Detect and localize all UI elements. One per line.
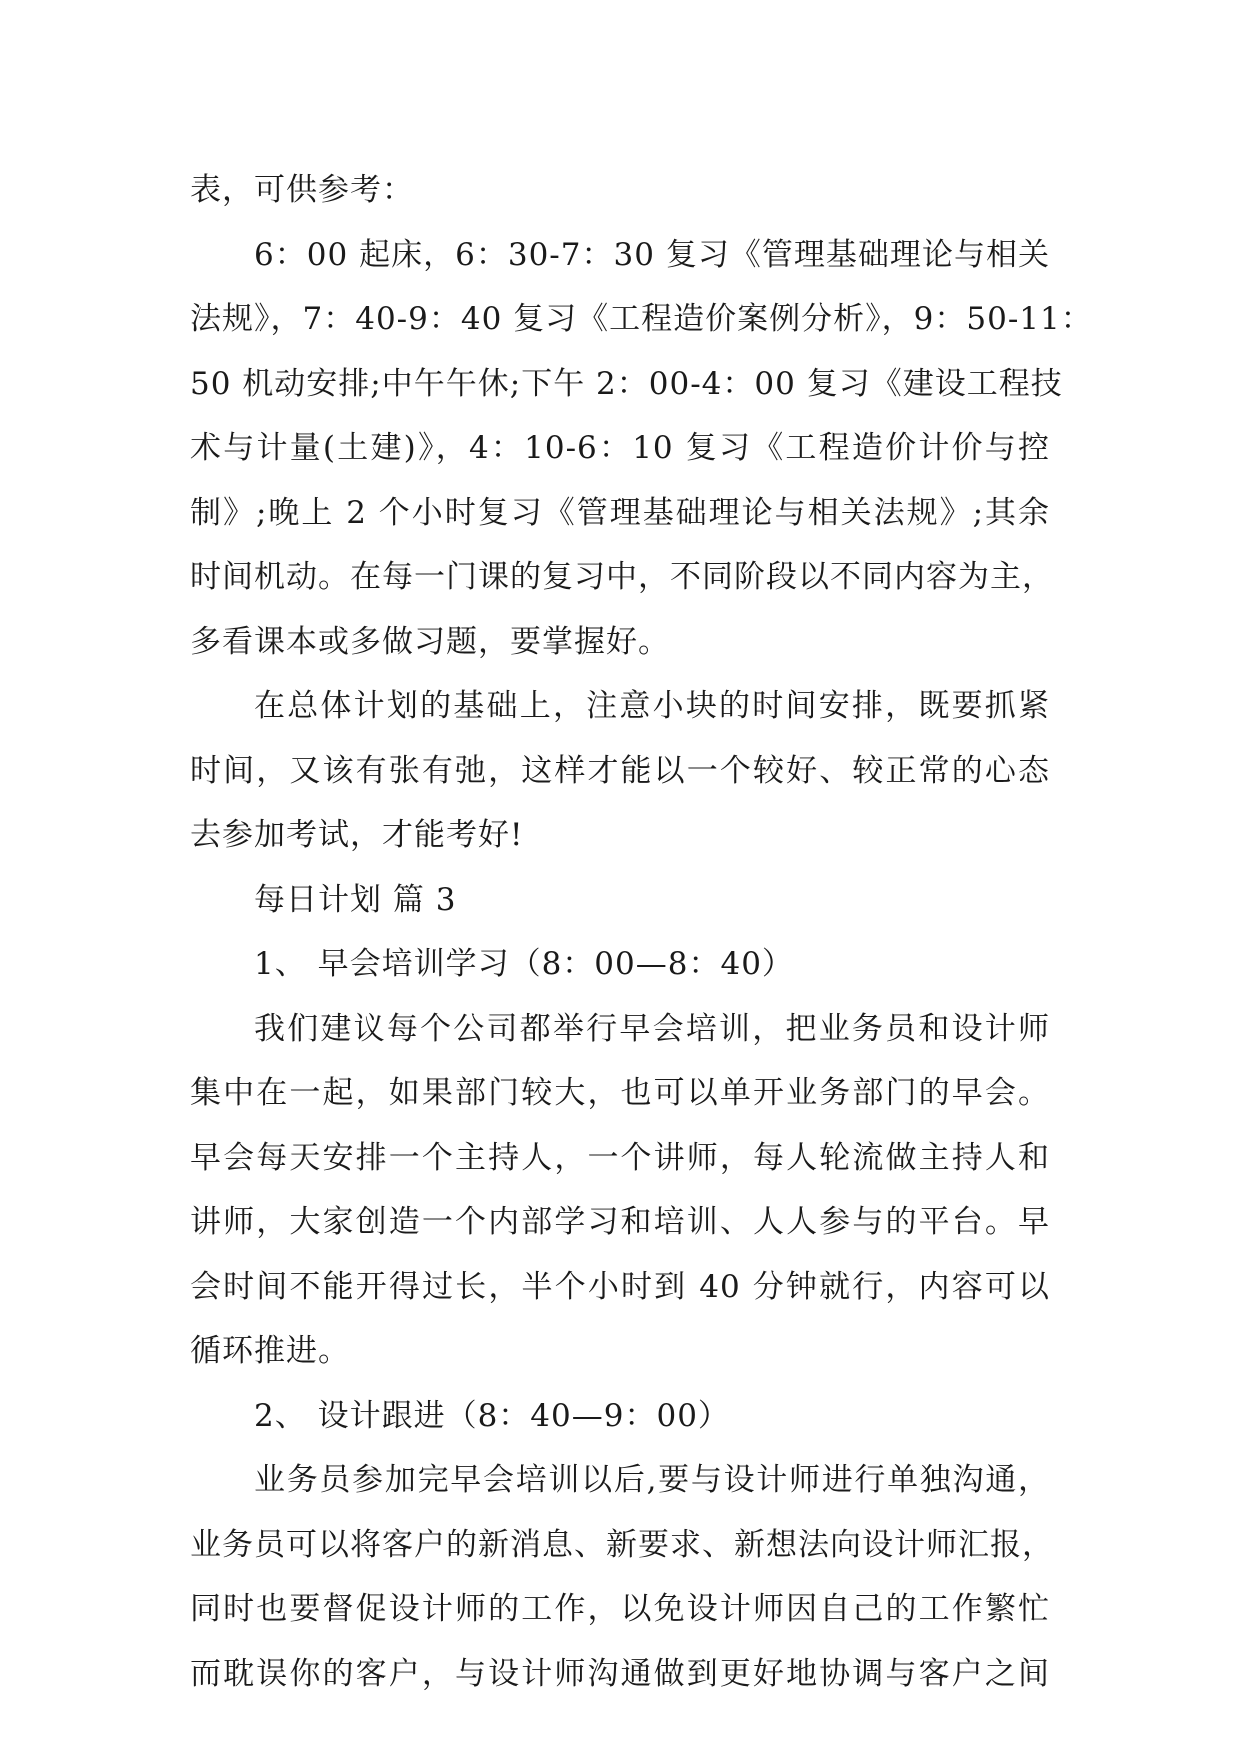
text-line: 每日计划 篇 3 bbox=[254, 881, 457, 918]
document-body bbox=[190, 158, 1093, 1706]
text-line: 表，可供参考： bbox=[190, 172, 414, 208]
text-line: 时间机动。在每一门课的复习中，不同阶段以不同内容为主， bbox=[190, 559, 1054, 595]
text-line: 术与计量(土建)》，4：10-6：10 复习《工程造价计价与控 bbox=[190, 430, 1050, 466]
text-line: 时间，又该有张有弛，这样才能以一个较好、较正常的心态 bbox=[190, 752, 1050, 789]
text-line: 我们建议每个公司都举行早会培训，把业务员和设计师 bbox=[254, 1010, 1050, 1047]
text-line: 业务员参加完早会培训以后,要与设计师进行单独沟通， bbox=[254, 1462, 1050, 1498]
text-line: 早会每天安排一个主持人，一个讲师，每人轮流做主持人和 bbox=[190, 1139, 1050, 1176]
text-line: 6：00 起床，6：30-7：30 复习《管理基础理论与相关 bbox=[254, 236, 1050, 273]
text-line: 在总体计划的基础上，注意小块的时间安排，既要抓紧 bbox=[254, 688, 1050, 724]
text-line: 业务员可以将客户的新消息、新要求、新想法向设计师汇报， bbox=[190, 1526, 1054, 1563]
text-line: 集中在一起，如果部门较大，也可以单开业务部门的早会。 bbox=[190, 1075, 1050, 1111]
text-line: 会时间不能开得过长，半个小时到 40 分钟就行，内容可以 bbox=[190, 1268, 1050, 1305]
text-line: 法规》，7：40-9：40 复习《工程造价案例分析》，9：50-11： bbox=[190, 301, 1093, 337]
text-line: 多看课本或多做习题，要掌握好。 bbox=[190, 623, 670, 660]
text-line: 2、 设计跟进（8：40—9：00） bbox=[254, 1397, 730, 1434]
text-line: 而耽误你的客户，与设计师沟通做到更好地协调与客户之间 bbox=[190, 1655, 1050, 1692]
text-line: 同时也要督促设计师的工作，以免设计师因自己的工作繁忙 bbox=[190, 1591, 1050, 1627]
text-line: 循环推进。 bbox=[190, 1333, 350, 1369]
text-line: 去参加考试，才能考好! bbox=[190, 817, 524, 853]
text-line: 制》;晚上 2 个小时复习《管理基础理论与相关法规》;其余 bbox=[190, 494, 1050, 531]
text-line: 50 机动安排;中午午休;下午 2：00-4：00 复习《建设工程技 bbox=[190, 365, 1063, 402]
text-line: 1、 早会培训学习（8：00—8：40） bbox=[254, 946, 794, 982]
text-line: 讲师，大家创造一个内部学习和培训、人人参与的平台。早 bbox=[190, 1204, 1050, 1240]
